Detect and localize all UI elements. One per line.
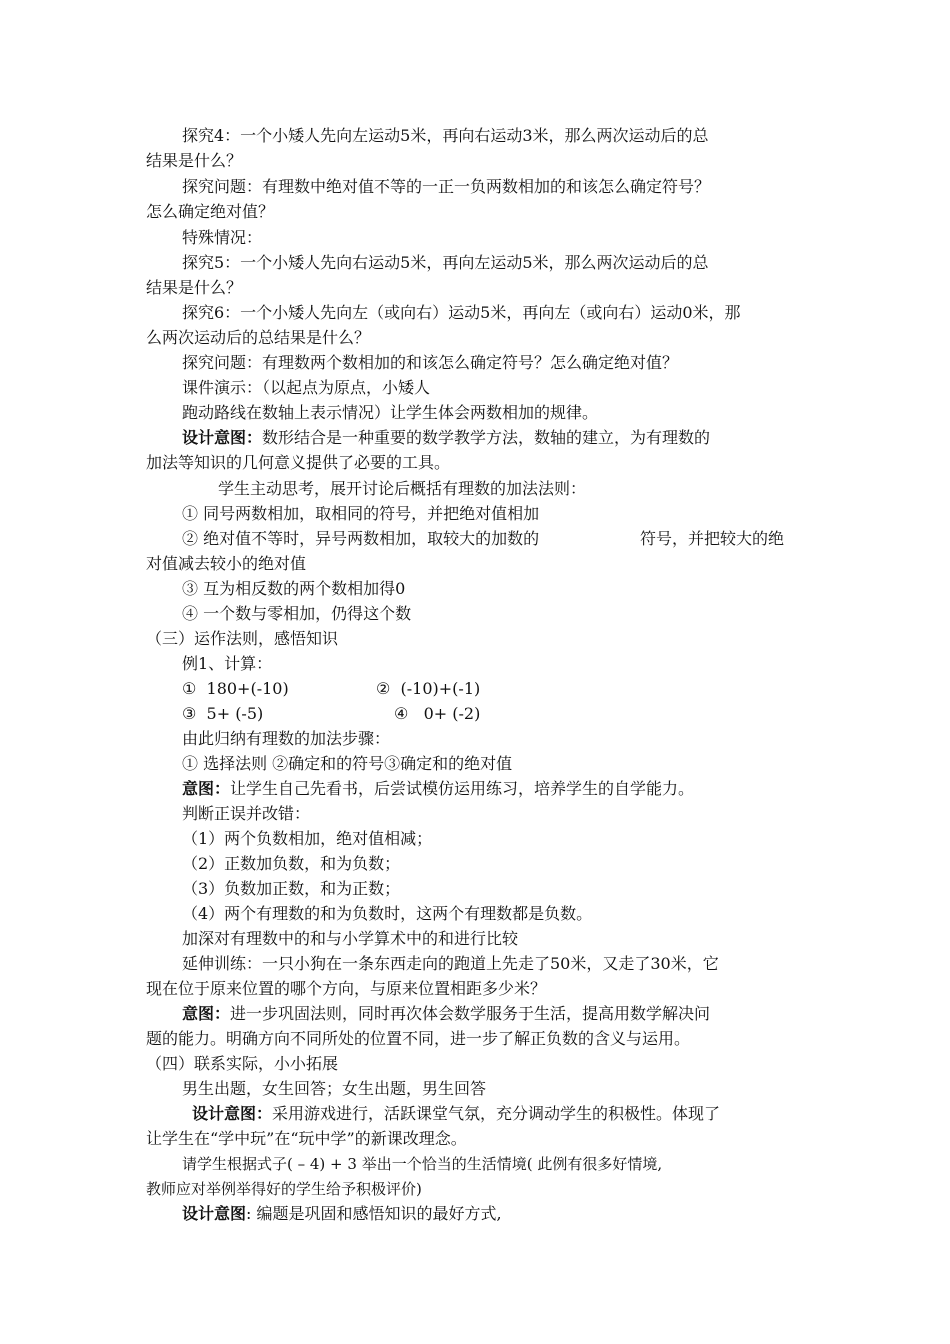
rule-1: ① 同号两数相加，取相同的符号，并把绝对值相加 — [182, 504, 540, 523]
intent-label: 意图： — [182, 779, 231, 798]
paragraph-extension-cont: 现在位于原来位置的哪个方向，与原来位置相距多少米？ — [146, 979, 547, 998]
rule-2-cont: 对值减去较小的绝对值 — [146, 554, 307, 573]
steps-title: 由此归纳有理数的加法步骤： — [182, 729, 391, 748]
intent-2-label: 意图： — [182, 1004, 231, 1023]
paragraph-courseware-demo-cont: 跑动路线在数轴上表示情况）让学生体会两数相加的规律。 — [182, 403, 599, 422]
example-1-item-a: ① 180+(-10) — [182, 679, 289, 698]
paragraph-explore-question-cont: 怎么确定绝对值？ — [146, 202, 275, 221]
judge-item-4: （4）两个有理数的和为负数时，这两个有理数都是负数。 — [182, 904, 593, 923]
paragraph-explore-5: 探究5：一个小矮人先向右运动5米，再向左运动5米，那么两次运动后的总 — [182, 253, 709, 272]
steps-list: ① 选择法则 ②确定和的符号③确定和的绝对值 — [182, 754, 513, 773]
paragraph-game: 男生出题，女生回答；女生出题，男生回答 — [182, 1079, 487, 1098]
rule-2: ② 绝对值不等时，异号两数相加，取较大的加数的 — [182, 529, 540, 548]
paragraph-design-intent-1-cont: 加法等知识的几何意义提供了必要的工具。 — [146, 453, 451, 472]
paragraph-design-intent-4: 设计意图: 编题是巩固和感悟知识的最好方式, — [182, 1204, 502, 1223]
paragraph-intent: 意图：让学生自己先看书，后尝试模仿运用练习，培养学生的自学能力。 — [182, 779, 695, 798]
paragraph-design-intent-1: 设计意图：数形结合是一种重要的数学教学方法，数轴的建立，为有理数的 — [182, 428, 711, 447]
example-1-item-c: ③ 5+ (-5) — [182, 704, 264, 723]
judge-item-1: （1）两个负数相加，绝对值相减； — [182, 829, 433, 848]
paragraph-explore-question-2: 探究问题：有理数两个数相加的和该怎么确定符号？怎么确定绝对值？ — [182, 353, 679, 372]
paragraph-student-thinking: 学生主动思考，展开讨论后概括有理数的加法法则： — [218, 479, 587, 498]
judge-item-2: （2）正数加负数，和为负数； — [182, 854, 401, 873]
paragraph-intent-2-cont: 题的能力。明确方向不同所处的位置不同，进一步了解正负数的含义与运用。 — [146, 1029, 691, 1048]
rule-2-part-2: 符号，并把较大的绝 — [640, 529, 785, 548]
example-1-title: 例1、计算： — [182, 654, 273, 673]
paragraph-explore-4: 探究4：一个小矮人先向左运动5米，再向右运动3米，那么两次运动后的总 — [182, 126, 709, 145]
paragraph-ask-students-cont: 教师应对举例举得好的学生给予积极评价) — [146, 1180, 422, 1198]
section-4-heading: （四）联系实际，小小拓展 — [146, 1054, 339, 1073]
rule-3: ③ 互为相反数的两个数相加得0 — [182, 579, 406, 598]
example-1-item-b: ② (-10)+(-1) — [376, 679, 481, 698]
paragraph-explore-6-cont: 么两次运动后的总结果是什么？ — [146, 328, 371, 347]
paragraph-explore-4-cont: 结果是什么？ — [146, 151, 243, 170]
paragraph-special-case: 特殊情况： — [182, 228, 263, 247]
design-intent-4-label: 设计意图 — [182, 1204, 247, 1223]
paragraph-design-intent-3: 设计意图：采用游戏进行，活跃课堂气氛，充分调动学生的积极性。体现了 — [192, 1104, 721, 1123]
section-3-heading: （三）运作法则，感悟知识 — [146, 629, 339, 648]
paragraph-explore-5-cont: 结果是什么？ — [146, 278, 243, 297]
paragraph-explore-6: 探究6：一个小矮人先向左（或向右）运动5米，再向左（或向右）运动0米，那 — [182, 303, 741, 322]
paragraph-courseware-demo: 课件演示：（以起点为原点，小矮人 — [182, 378, 431, 397]
design-intent-label: 设计意图： — [182, 428, 263, 447]
judge-title: 判断正误并改错： — [182, 804, 311, 823]
paragraph-ask-students: 请学生根据式子( – 4) + 3 举出一个恰当的生活情境( 此例有很多好情境, — [182, 1155, 663, 1173]
paragraph-compare: 加深对有理数中的和与小学算术中的和进行比较 — [182, 929, 519, 948]
paragraph-explore-question: 探究问题：有理数中绝对值不等的一正一负两数相加的和该怎么确定符号？ — [182, 177, 711, 196]
paragraph-design-intent-3-cont: 让学生在“学中玩”在“玩中学”的新课改理念。 — [146, 1129, 467, 1148]
design-intent-3-label: 设计意图： — [192, 1104, 273, 1123]
judge-item-3: （3）负数加正数，和为正数； — [182, 879, 401, 898]
rule-4: ④ 一个数与零相加，仍得这个数 — [182, 604, 412, 623]
paragraph-intent-2: 意图：进一步巩固法则，同时再次体会数学服务于生活，提高用数学解决问 — [182, 1004, 711, 1023]
example-1-item-d: ④ 0+ (-2) — [394, 704, 481, 723]
paragraph-extension: 延伸训练：一只小狗在一条东西走向的跑道上先走了50米，又走了30米，它 — [182, 954, 719, 973]
